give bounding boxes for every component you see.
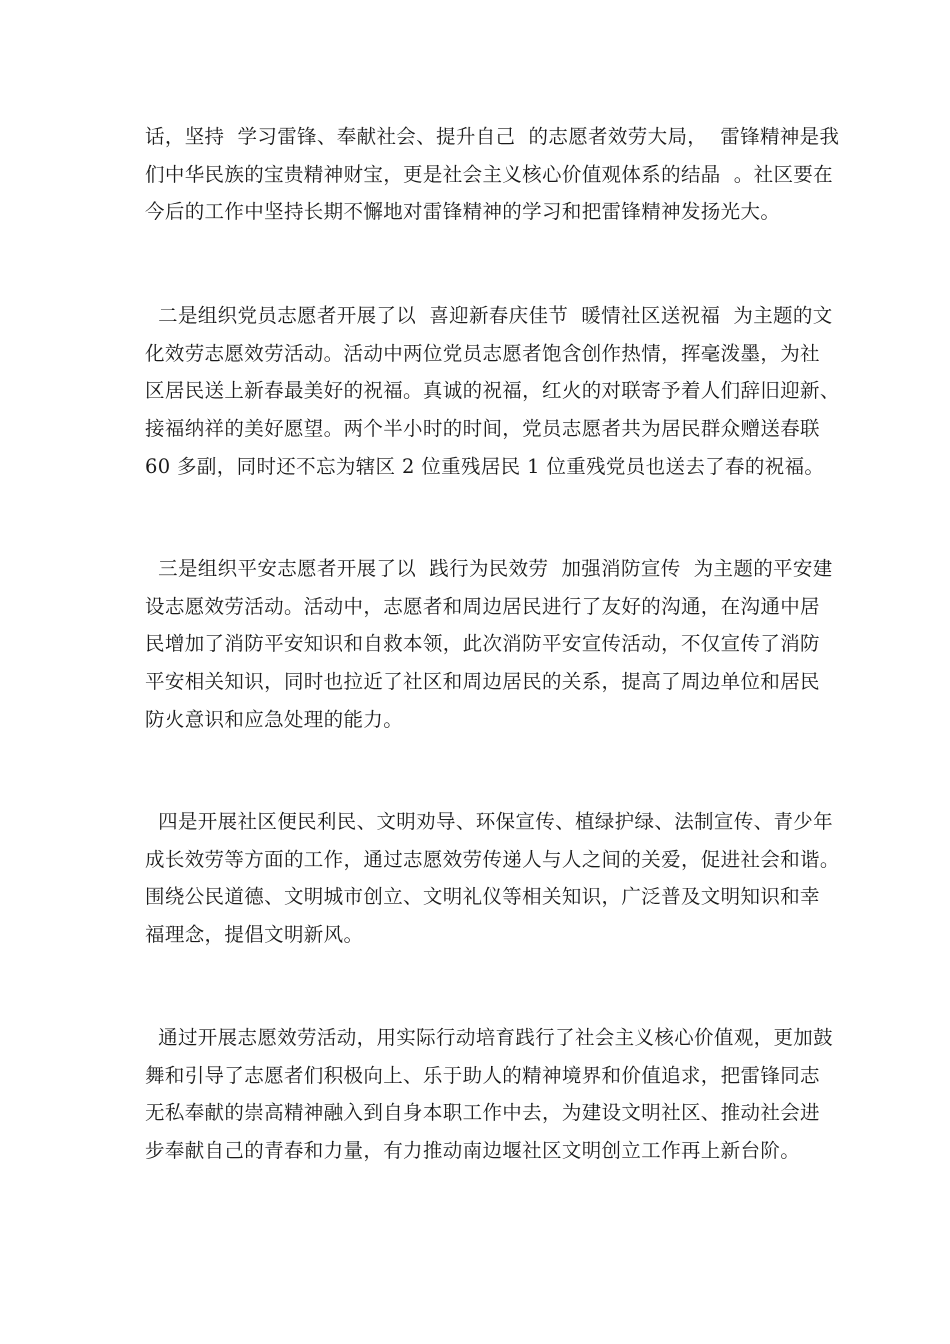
text-line: 防火意识和应急处理的能力。 — [145, 707, 404, 731]
text-line: 二是组织党员志愿者开展了以 喜迎新春庆佳节 暖情社区送祝福 为主题的文 — [145, 304, 833, 327]
text-line: 围绕公民道德、文明城市创立、文明礼仪等相关知识，广泛普及文明知识和幸 — [145, 885, 820, 909]
text-line: 通过开展志愿效劳活动，用实际行动培育践行了社会主义核心价值观，更加鼓 — [145, 1026, 833, 1049]
text-line: 步奉献自己的青春和力量，有力推动南边堰社区文明创立工作再上新台阶。 — [145, 1139, 801, 1163]
text-line: 四是开展社区便民利民、文明劝导、环保宣传、植绿护绿、法制宣传、青少年 — [145, 810, 833, 833]
text-line: 无私奉献的崇高精神融入到自身本职工作中去，为建设文明社区、推动社会进 — [145, 1101, 820, 1125]
text-line: 福理念，提倡文明新风。 — [145, 923, 364, 947]
text-line: 化效劳志愿效劳活动。活动中两位党员志愿者饱含创作热情，挥毫泼墨，为社 — [145, 341, 820, 365]
text-line: 们中华民族的宝贵精神财宝，更是社会主义核心价值观体系的结晶 。社区要在 — [145, 162, 833, 186]
paragraph-leifeng-spirit — [145, 118, 840, 231]
text-line: 舞和引导了志愿者们积极向上、乐于助人的精神境界和价值追求，把雷锋同志 — [145, 1063, 820, 1087]
text-line: 设志愿效劳活动。活动中，志愿者和周边居民进行了友好的沟通，在沟通中居 — [145, 594, 820, 618]
text-line: 区居民送上新春最美好的祝福。真诚的祝福，红火的对联寄予着人们辞旧迎新、 — [145, 379, 840, 403]
text-line: 今后的工作中坚持长期不懈地对雷锋精神的学习和把雷锋精神发扬光大。 — [145, 200, 781, 224]
text-line: 60 多副，同时还不忘为辖区 2 位重残居民 1 位重残党员也送去了春的祝福。 — [145, 454, 825, 478]
text-line: 平安相关知识，同时也拉近了社区和周边居民的关系，提高了周边单位和居民 — [145, 670, 820, 694]
text-line: 接福纳祥的美好愿望。两个半小时的时间，党员志愿者共为居民群众赠送春联 — [145, 417, 820, 441]
text-line: 话，坚持 学习雷锋、奉献社会、提升自己 的志愿者效劳大局， 雷锋精神是我 — [145, 125, 840, 148]
paragraph-conclusion — [145, 1019, 833, 1170]
paragraph-community-services — [145, 803, 840, 954]
text-line: 三是组织平安志愿者开展了以 践行为民效劳 加强消防宣传 为主题的平安建 — [145, 557, 833, 580]
text-line: 成长效劳等方面的工作，通过志愿效劳传递人与人之间的关爱，促进社会和谐。 — [145, 847, 840, 871]
paragraph-safety-volunteers — [145, 550, 833, 739]
text-line: 民增加了消防平安知识和自救本领，此次消防平安宣传活动，不仅宣传了消防 — [145, 632, 820, 656]
paragraph-party-volunteers — [145, 297, 840, 486]
